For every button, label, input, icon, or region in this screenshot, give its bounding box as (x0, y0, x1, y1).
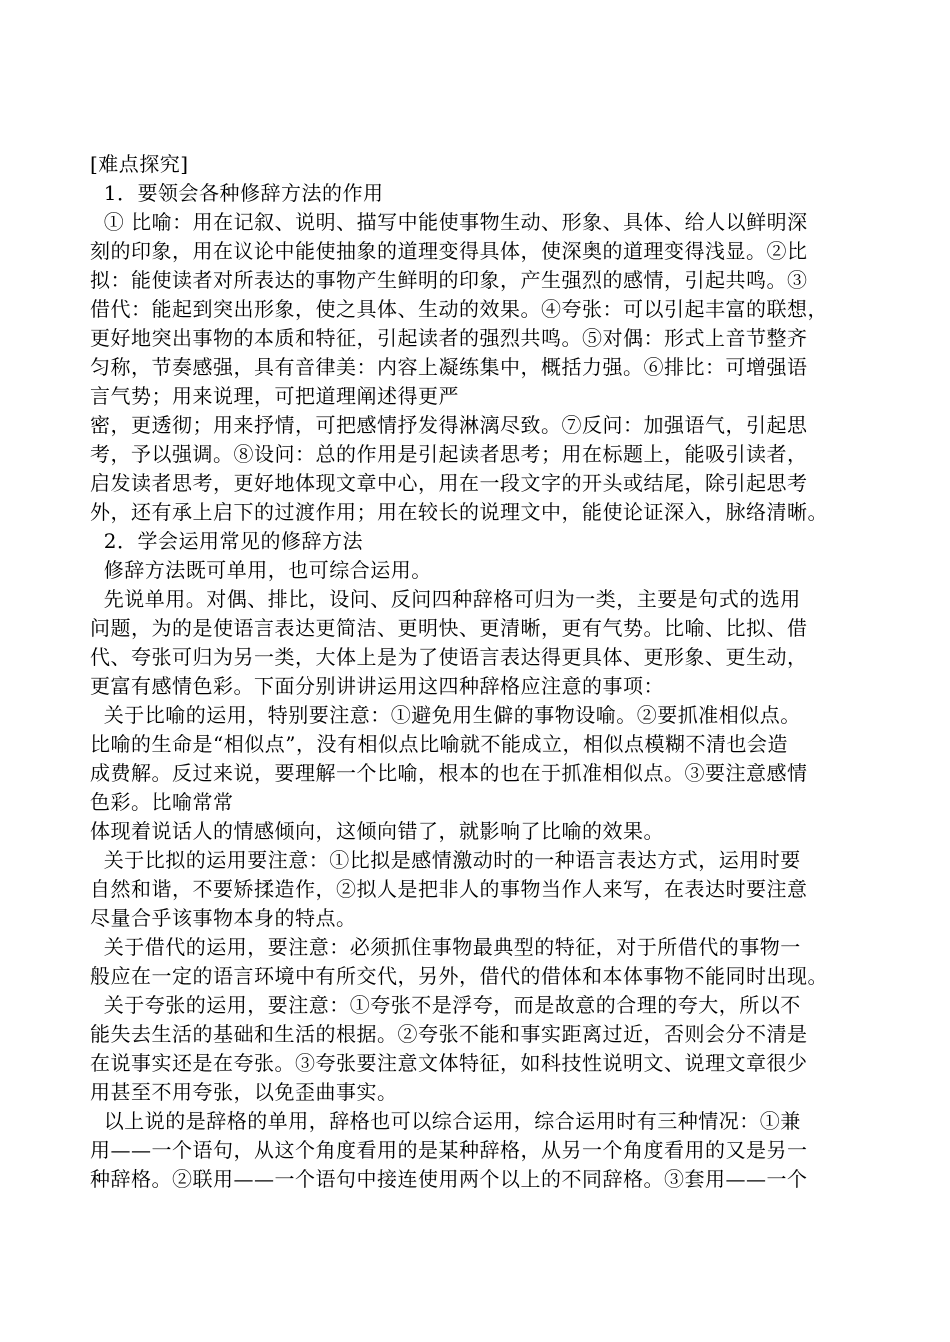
text-line: 比喻的生命是“相似点”，没有相似点比喻就不能成立，相似点模糊不清也会造 (90, 732, 788, 756)
section-heading: [难点探究] (90, 152, 189, 176)
text-line: 代、夸张可归为另一类，大体上是为了使语言表达得更具体、更形象、更生动， (90, 645, 808, 669)
text-line: 更好地突出事物的本质和特征，引起读者的强烈共鸣。⑤对偶：形式上音节整齐 (90, 326, 808, 350)
text-line: 外，还有承上启下的过渡作用；用在较长的说理文中，能使论证深入，脉络清晰。 (90, 500, 828, 524)
text-line: 拟：能使读者对所表达的事物产生鲜明的印象，产生强烈的感情，引起共鸣。③ (90, 268, 808, 292)
text-line: 色彩。比喻常常 (90, 790, 234, 814)
text-line: 更富有感情色彩。下面分别讲讲运用这四种辞格应注意的事项： (90, 674, 664, 698)
text-line: 关于借代的运用，要注意：必须抓住事物最典型的特征，对于所借代的事物一 (90, 935, 801, 959)
text-line: 关于夸张的运用，要注意：①夸张不是浮夸，而是故意的合理的夸大，所以不 (90, 993, 801, 1017)
text-line: 启发读者思考，更好地体现文章中心，用在一段文字的开头或结尾，除引起思考 (90, 471, 808, 495)
text-line: 先说单用。对偶、排比，设问、反问四种辞格可归为一类，主要是句式的选用 (90, 587, 801, 611)
text-line: 借代：能起到突出形象，使之具体、生动的效果。④夸张：可以引起丰富的联想， (90, 297, 828, 321)
text-line: 能失去生活的基础和生活的根据。②夸张不能和事实距离过近，否则会分不清是 (90, 1022, 808, 1046)
text-line: ① 比喻：用在记叙、说明、描写中能使事物生动、形象、具体、给人以鲜明深 (90, 210, 808, 234)
text-line: 关于比喻的运用，特别要注意：①避免用生僻的事物设喻。②要抓准相似点。 (90, 703, 801, 727)
text-line: 用甚至不用夸张，以免歪曲事实。 (90, 1080, 398, 1104)
text-line: 以上说的是辞格的单用，辞格也可以综合运用，综合运用时有三种情况：①兼 (90, 1109, 801, 1133)
text-line: 问题，为的是使语言表达更简洁、更明快、更清晰，更有气势。比喻、比拟、借 (90, 616, 808, 640)
text-line: 种辞格。②联用——一个语句中接连使用两个以上的不同辞格。③套用——一个 (90, 1167, 808, 1191)
text-line: 刻的印象，用在议论中能使抽象的道理变得具体，使深奥的道理变得浅显。②比 (90, 239, 808, 263)
text-line: 尽量合乎该事物本身的特点。 (90, 906, 357, 930)
text-line: 考，予以强调。⑧设问：总的作用是引起读者思考；用在标题上，能吸引读者， (90, 442, 808, 466)
text-line: 体现着说话人的情感倾向，这倾向错了，就影响了比喻的效果。 (90, 819, 664, 843)
text-line: 在说事实还是在夸张。③夸张要注意文体特征，如科技性说明文、说理文章很少 (90, 1051, 808, 1075)
subsection-heading: 2．学会运用常见的修辞方法 (90, 529, 363, 553)
text-line: 成费解。反过来说，要理解一个比喻，根本的也在于抓准相似点。③要注意感情 (90, 761, 808, 785)
text-line: 修辞方法既可单用，也可综合运用。 (90, 558, 432, 582)
text-line: 用——一个语句，从这个角度看用的是某种辞格，从另一个角度看用的又是另一 (90, 1138, 808, 1162)
text-line: 般应在一定的语言环境中有所交代，另外，借代的借体和本体事物不能同时出现。 (90, 964, 828, 988)
text-line: 匀称，节奏感强，具有音律美：内容上凝练集中，概括力强。⑥排比：可增强语 (90, 355, 808, 379)
subsection-heading: 1．要领会各种修辞方法的作用 (90, 181, 384, 205)
text-line: 言气势；用来说理，可把道理阐述得更严 (90, 384, 459, 408)
text-line: 关于比拟的运用要注意：①比拟是感情激动时的一种语言表达方式，运用时要 (90, 848, 801, 872)
document-body (90, 150, 864, 1194)
text-line: 自然和谐，不要矫揉造作，②拟人是把非人的事物当作人来写，在表达时要注意 (90, 877, 808, 901)
text-line: 密，更透彻；用来抒情，可把感情抒发得淋漓尽致。⑦反问：加强语气，引起思 (90, 413, 808, 437)
